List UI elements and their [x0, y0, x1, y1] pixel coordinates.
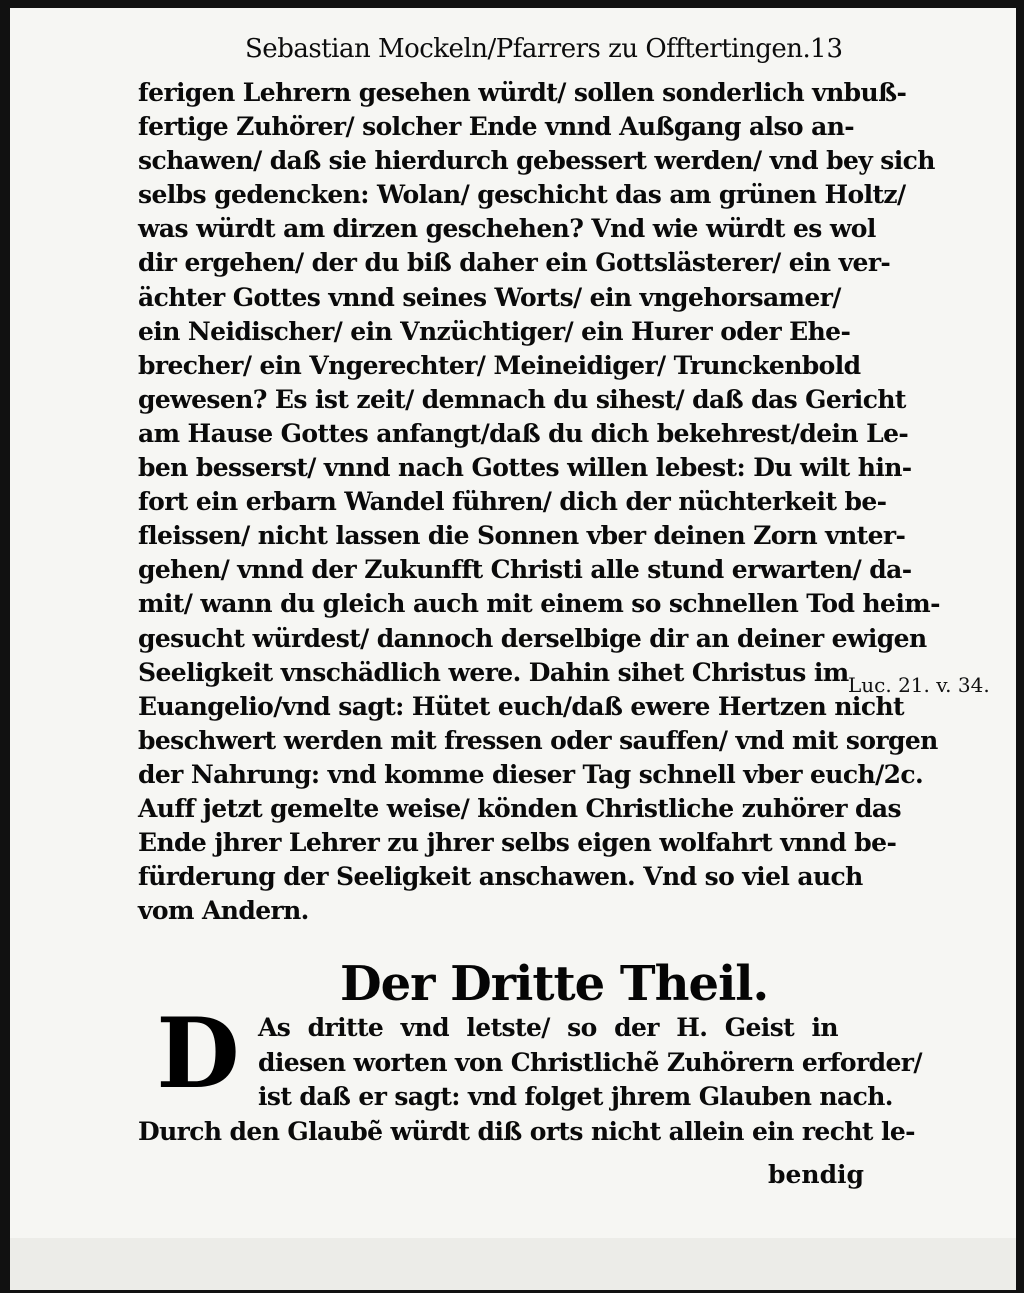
text-line: ächter Gottes vnnd seines Worts/ ein vngehorsamer/	[138, 282, 841, 312]
text-line: Durch den Glaubẽ würdt diß orts nicht allein ein recht le-	[138, 1116, 915, 1146]
text-line: gesucht würdest/ dannoch derselbige dir an deiner ewigen	[138, 623, 927, 653]
text-line: ben besserst/ vnnd nach Gottes willen lebest: Du wilt hin-	[138, 453, 912, 483]
text-line: Auff jetzt gemelte weise/ könden Christliche zuhörer das	[138, 793, 902, 823]
page-number: 13	[810, 34, 844, 64]
margin-note: Luc. 21. v. 34.	[848, 673, 990, 697]
text-line: ist daß er sagt: vnd folget jhrem Glauben nach.	[258, 1082, 893, 1111]
document-page	[10, 8, 1016, 1290]
text-line: Ende jhrer Lehrer zu jhrer selbs eigen wolfahrt vnnd be-	[138, 828, 897, 858]
text-line: mit/ wann du gleich auch mit einem so schnellen Tod heim-	[138, 589, 940, 619]
text-line: der Nahrung: vnd komme dieser Tag schnell vber euch/2c.	[138, 759, 924, 789]
running-title: Sebastian Mockeln/Pfarrers zu Offtertingen.	[245, 34, 811, 64]
text-line: ferigen Lehrern gesehen würdt/ sollen sonderlich vnbuß-	[138, 78, 907, 107]
catchword: bendig	[768, 1160, 865, 1189]
text-line: fleissen/ nicht lassen die Sonnen vber deinen Zorn vnter-	[138, 521, 906, 551]
text-line: brecher/ ein Vngerechter/ Meineidiger/ Trunckenbold	[138, 350, 861, 380]
text-line: was würdt am dirzen geschehen? Vnd wie würdt es wol	[138, 214, 876, 244]
section-heading: Der Dritte Theil.	[340, 956, 769, 1012]
text-line: selbs gedencken: Wolan/ geschicht das am grünen Holtz/	[138, 180, 906, 210]
drop-cap-initial: D	[156, 997, 240, 1110]
text-line: schawen/ daß sie hierdurch gebessert werden/ vnd bey sich	[138, 146, 935, 176]
section-text	[138, 1011, 922, 1149]
text-line: vom Andern.	[138, 896, 309, 926]
text-line: am Hause Gottes anfangt/daß du dich bekehrest/dein Le-	[138, 418, 909, 448]
text-line: As dritte vnd letste/ so der H. Geist in	[258, 1013, 838, 1042]
text-line: fort ein erbarn Wandel führen/ dich der nüchterkeit be-	[138, 487, 887, 517]
text-line: gewesen? Es ist zeit/ demnach du sihest/ daß das Gericht	[138, 384, 906, 414]
text-line: Euangelio/vnd sagt: Hütet euch/daß ewere Hertzen nicht	[138, 691, 904, 721]
page-header	[10, 34, 1016, 74]
text-line: fürderung der Seeligkeit anschawen. Vnd so viel auch	[138, 862, 863, 892]
text-line: ein Neidischer/ ein Vnzüchtiger/ ein Hurer oder Ehe-	[138, 316, 851, 346]
text-line: fertige Zuhörer/ solcher Ende vnnd Außgang also an-	[138, 112, 855, 142]
text-line: dir ergehen/ der du biß daher ein Gottslästerer/ ein ver-	[138, 248, 891, 278]
text-line: beschwert werden mit fressen oder sauffen/ vnd mit sorgen	[138, 725, 938, 755]
text-line: diesen worten von Christlichẽ Zuhörern erforder/	[258, 1047, 922, 1077]
page-bottom-margin	[10, 1238, 1016, 1290]
text-line: Seeligkeit vnschädlich were. Dahin sihet Christus im	[138, 657, 849, 687]
text-line: gehen/ vnnd der Zukunfft Christi alle stund erwarten/ da-	[138, 555, 912, 585]
